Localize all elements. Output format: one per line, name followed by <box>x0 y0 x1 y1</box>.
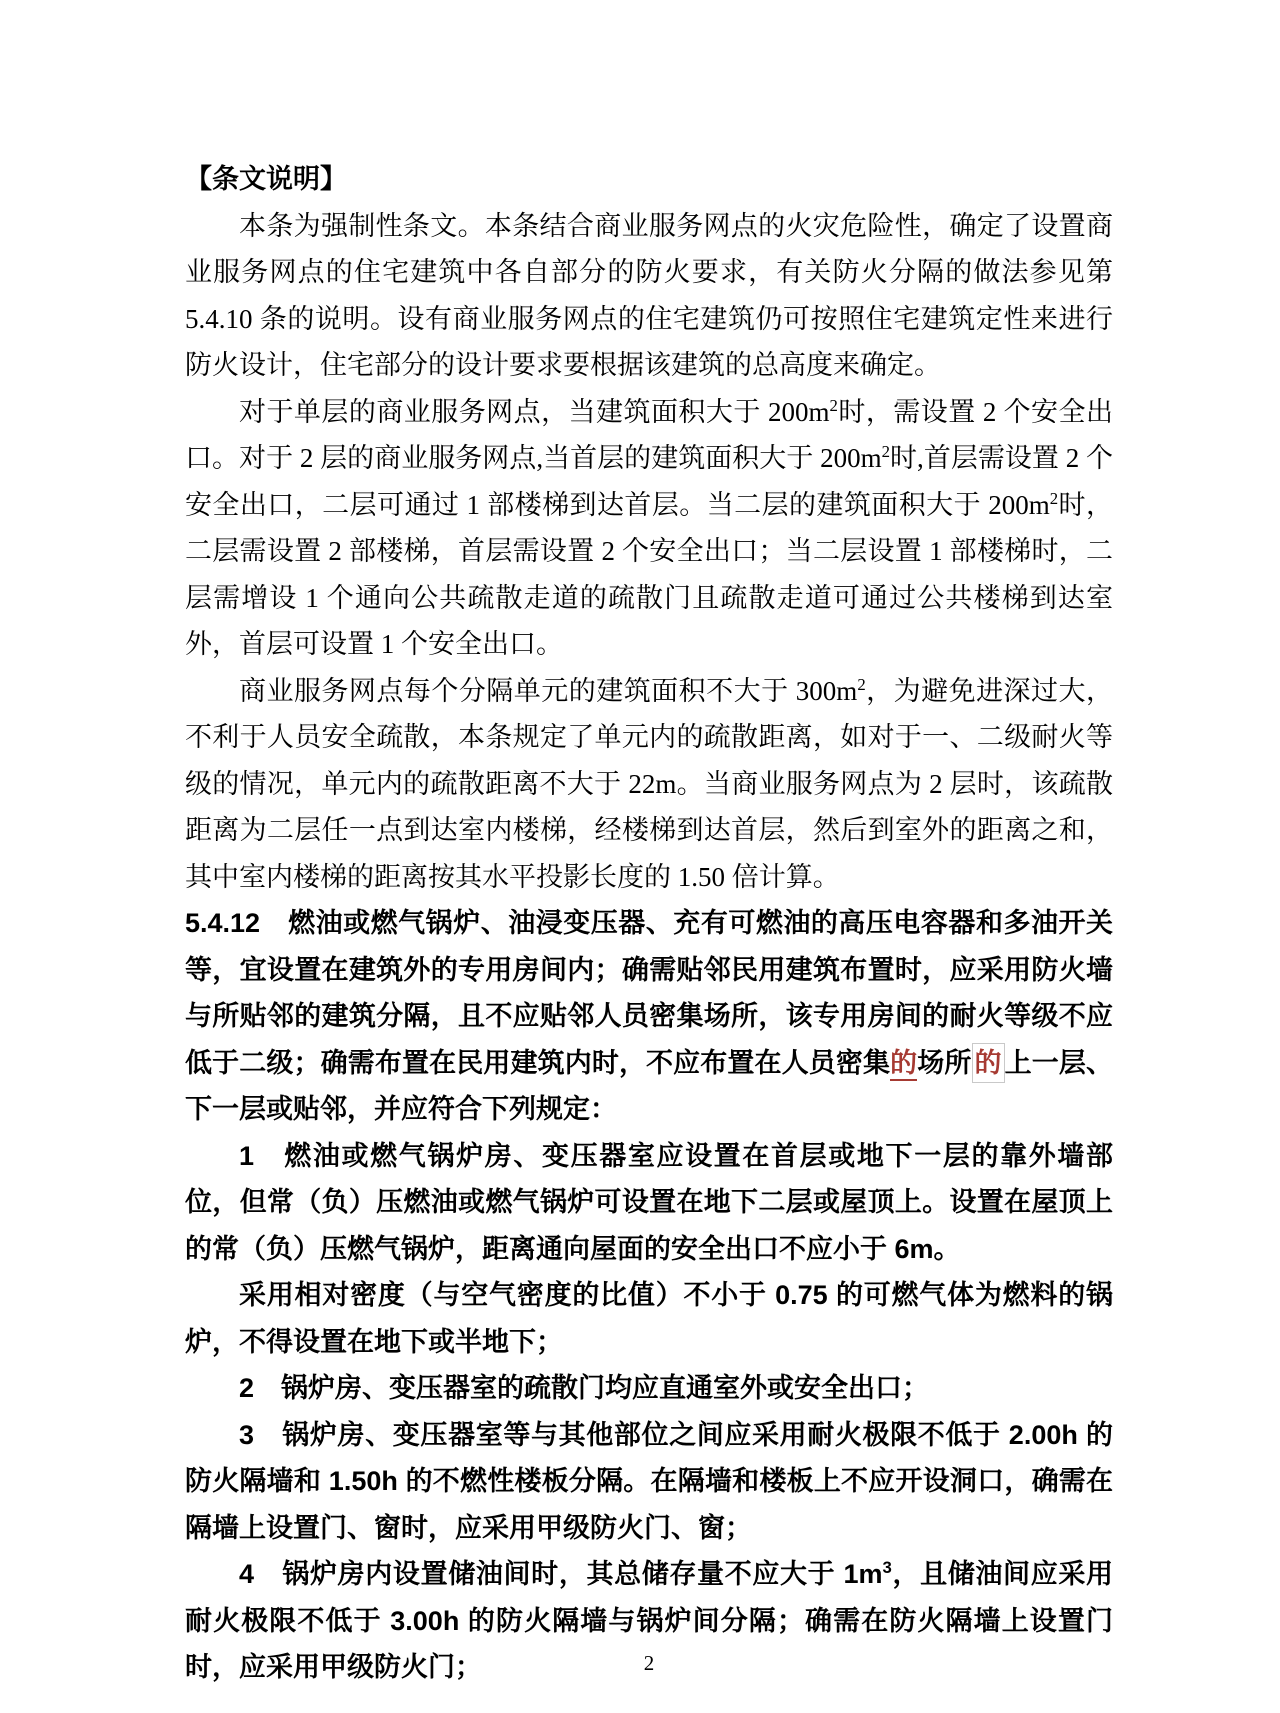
text-run: 燃油或燃气锅炉房、变压器室应设置在首层或地下一层的靠外墙部位，但常（负）压燃油或燃气锅炉可设置在地下二层或屋顶上。设置在屋顶上的常（负）压燃气锅炉，距离通向屋面的安全出口不应小于 6m。 <box>185 1140 1113 1264</box>
text-run: 锅炉房、变压器室的疏散门均应直通室外或安全出口； <box>281 1373 930 1403</box>
section-heading: 【条文说明】 <box>185 164 347 194</box>
paragraph-explain-2 <box>185 389 1113 668</box>
text-run: 采用相对密度（与空气密度的比值）不小于 0.75 的可燃气体为燃料的锅炉，不得设置在地下或半地下； <box>185 1280 1113 1357</box>
clause-item-3 <box>185 1412 1113 1552</box>
text-run: 锅炉房内设置储油间时，其总储存量不应大于 1m <box>282 1559 883 1589</box>
superscript: 2 <box>1049 488 1059 508</box>
revision-inserted-char: 的 <box>890 1048 917 1081</box>
text-run: 本条为强制性条文。本条结合商业服务网点的火灾危险性，确定了设置商业服务网点的住宅建筑中各自部分的防火要求，有关防火分隔的做法参见第 5.4.10 条的说明。设有商业服务网点的住宅建筑仍可按照住宅建筑定性来进行防火设计，住宅部分的设计要求要根据该建筑的总高度来确定。 <box>185 210 1113 380</box>
document-body <box>185 156 1113 1691</box>
text-run: 时，需设置 2 个安全出口。对于 2 层的商业服务网点,当首层的建筑面积大于 200m <box>185 396 1113 473</box>
paragraph-explain-1 <box>185 203 1113 389</box>
superscript: 2 <box>881 442 890 461</box>
clause-number: 4 <box>239 1559 283 1589</box>
page-number: 2 <box>643 1651 655 1675</box>
clause-5-4-12 <box>185 900 1113 1133</box>
text-run: ，为避免进深过大，不利于人员安全疏散，本条规定了单元内的疏散距离，如对于一、二级耐火等级的情况，单元内的疏散距离不大于 22m。当商业服务网点为 2 层时，该疏散距离为二层任一点到达室内楼梯，经楼梯到达首层，然后到室外的距离之和，其中室内楼梯的距离按其水平投影长度的 1.50 倍计算。 <box>185 675 1114 892</box>
clause-item-1-note <box>185 1272 1113 1365</box>
text-run: 对于单层的商业服务网点，当建筑面积大于 200m <box>239 396 830 427</box>
superscript: 2 <box>829 395 838 415</box>
text-run: 燃油或燃气锅炉、油浸变压器、充有可燃油的高压电容器和多油开关等，宜设置在建筑外的专用房间内；确需贴邻民用建筑布置时，应采用防火墙与所贴邻的建筑分隔，且不应贴邻人员密集场所，该专用房间的耐火等级不应低于二级；确需布置在民用建筑内时，不应布置在人员密集 <box>185 908 1114 1078</box>
clause-number: 3 <box>239 1419 283 1450</box>
clause-item-1 <box>185 1133 1113 1273</box>
superscript: 2 <box>857 674 866 694</box>
clause-number: 5.4.12 <box>185 908 289 938</box>
revision-boxed-char: 的 <box>972 1043 1005 1083</box>
text-run: 商业服务网点每个分隔单元的建筑面积不大于 300m <box>239 675 858 706</box>
text-run: 时，二层需设置 2 部楼梯，首层需设置 2 个安全出口；当二层设置 1 部楼梯时，二层需增设 1 个通向公共疏散走道的疏散门且疏散走道可通过公共楼梯到达室外，首层可设置 1 个安全出口。 <box>185 489 1113 659</box>
paragraph-explain-3 <box>185 668 1113 901</box>
clause-item-2 <box>185 1365 1113 1412</box>
text-run: ，且储油间应采用耐火极限不低于 3.00h 的防火隔墙与锅炉间分隔；确需在防火隔墙上设置门时，应采用甲级防火门； <box>185 1559 1114 1682</box>
clause-number: 1 <box>239 1140 285 1171</box>
text-run: 场所 <box>917 1047 972 1078</box>
text-run: 上一层、下一层或贴邻，并应符合下列规定： <box>185 1047 1114 1124</box>
text-run: 锅炉房、变压器室等与其他部位之间应采用耐火极限不低于 2.00h 的防火隔墙和 1.50h 的不燃性楼板分隔。在隔墙和楼板上不应开设洞口，确需在隔墙上设置门、窗时，应采用甲级防火门、窗； <box>185 1419 1113 1543</box>
superscript: 3 <box>882 1558 892 1577</box>
text-run: 时,首层需设置 2 个安全出口，二层可通过 1 部楼梯到达首层。当二层的建筑面积大于 200m <box>185 443 1113 520</box>
clause-number: 2 <box>239 1373 282 1403</box>
